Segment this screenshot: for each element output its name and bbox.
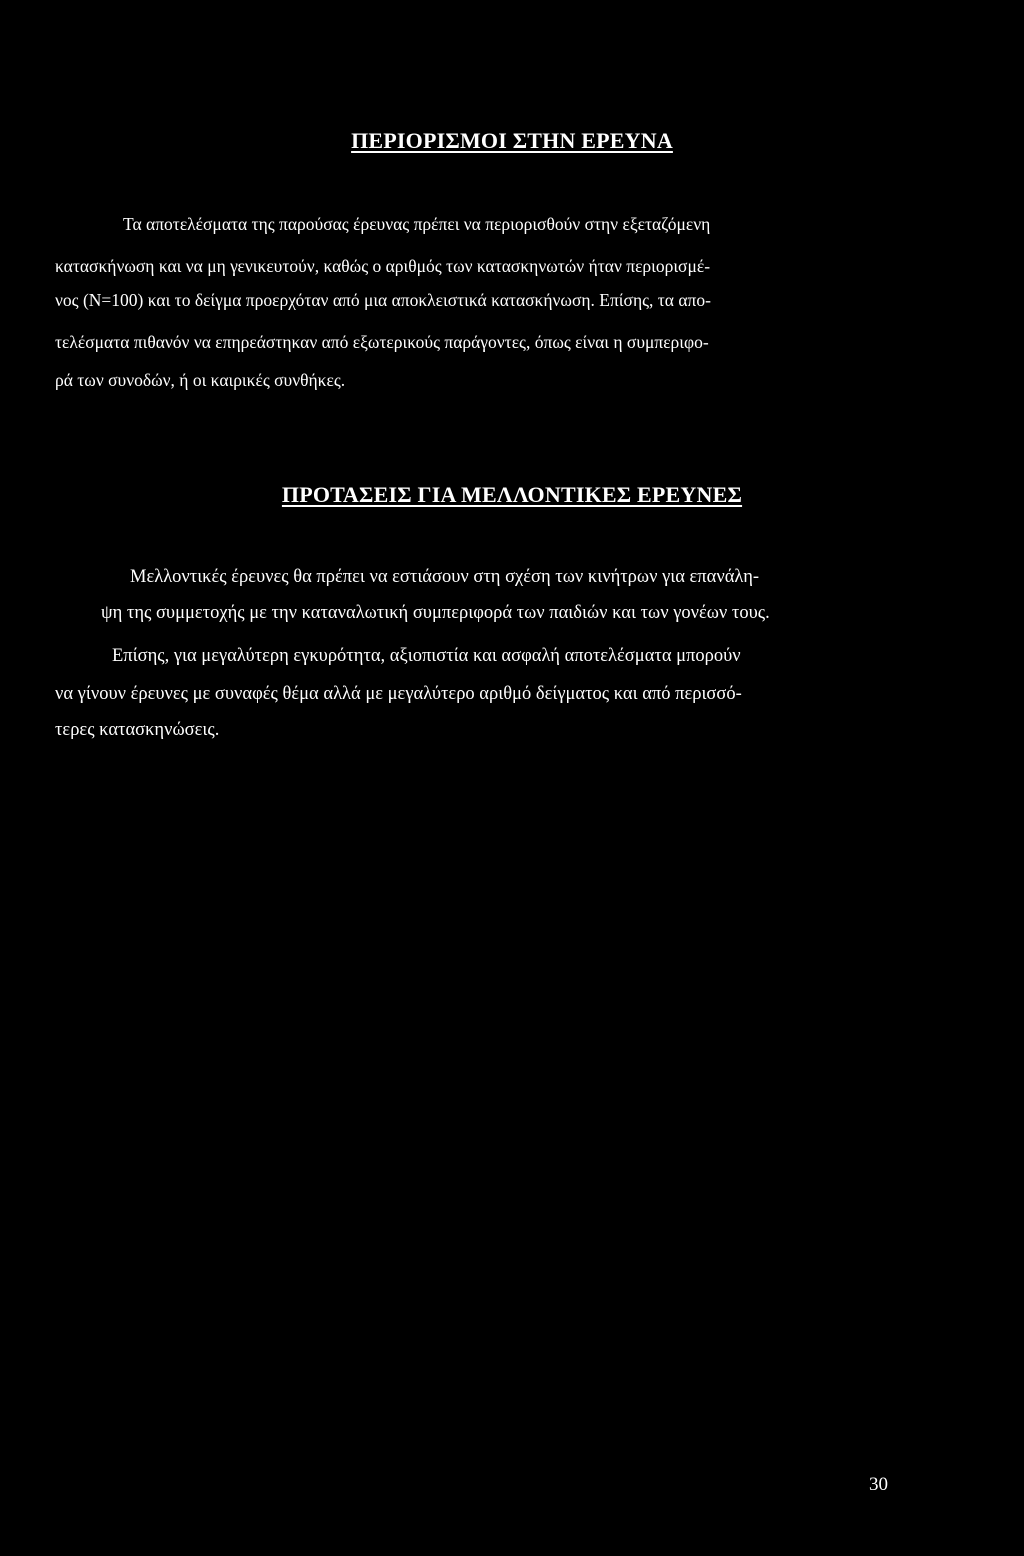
paragraph-line: να γίνουν έρευνες με συναφές θέμα αλλά με μεγαλύτερο αριθμό δείγματος και από περισσό-: [55, 684, 742, 704]
section-heading-future-research: ΠΡΟΤΑΣΕΙΣ ΓΙΑ ΜΕΛΛΟΝΤΙΚΕΣ ΕΡΕΥΝΕΣ: [281, 482, 743, 507]
section-heading-limitations: ΠΕΡΙΟΡΙΣΜΟΙ ΣΤΗΝ ΕΡΕΥΝΑ: [351, 128, 673, 153]
paragraph-line: Μελλοντικές έρευνες θα πρέπει να εστιάσουν στη σχέση των κινήτρων για επανάλη-: [130, 567, 760, 587]
paragraph-line: τελέσματα πιθανόν να επηρεάστηκαν από εξωτερικούς παράγοντες, όπως είναι η συμπεριφο-: [55, 332, 709, 352]
paragraph-line: Επίσης, για μεγαλύτερη εγκυρότητα, αξιοπιστία και ασφαλή αποτελέσματα μπορούν: [112, 646, 741, 666]
paragraph-line: νος (Ν=100) και το δείγμα προερχόταν από μια αποκλειστικά κατασκήνωση. Επίσης, τα απο-: [55, 290, 711, 310]
paragraph-line: ψη της συμμετοχής με την καταναλωτική συμπεριφορά των παιδιών και των γονέων τους.: [101, 603, 770, 623]
paragraph-line: ρά των συνοδών, ή οι καιρικές συνθήκες.: [55, 370, 346, 390]
paragraph-line: Τα αποτελέσματα της παρούσας έρευνας πρέπει να περιορισθούν στην εξεταζόμενη: [123, 214, 711, 234]
page-number: 30: [869, 1474, 888, 1495]
paragraph-line: τερες κατασκηνώσεις.: [55, 720, 220, 740]
paragraph-line: κατασκήνωση και να μη γενικευτούν, καθώς ο αριθμός των κατασκηνωτών ήταν περιορισμέ-: [55, 256, 711, 276]
